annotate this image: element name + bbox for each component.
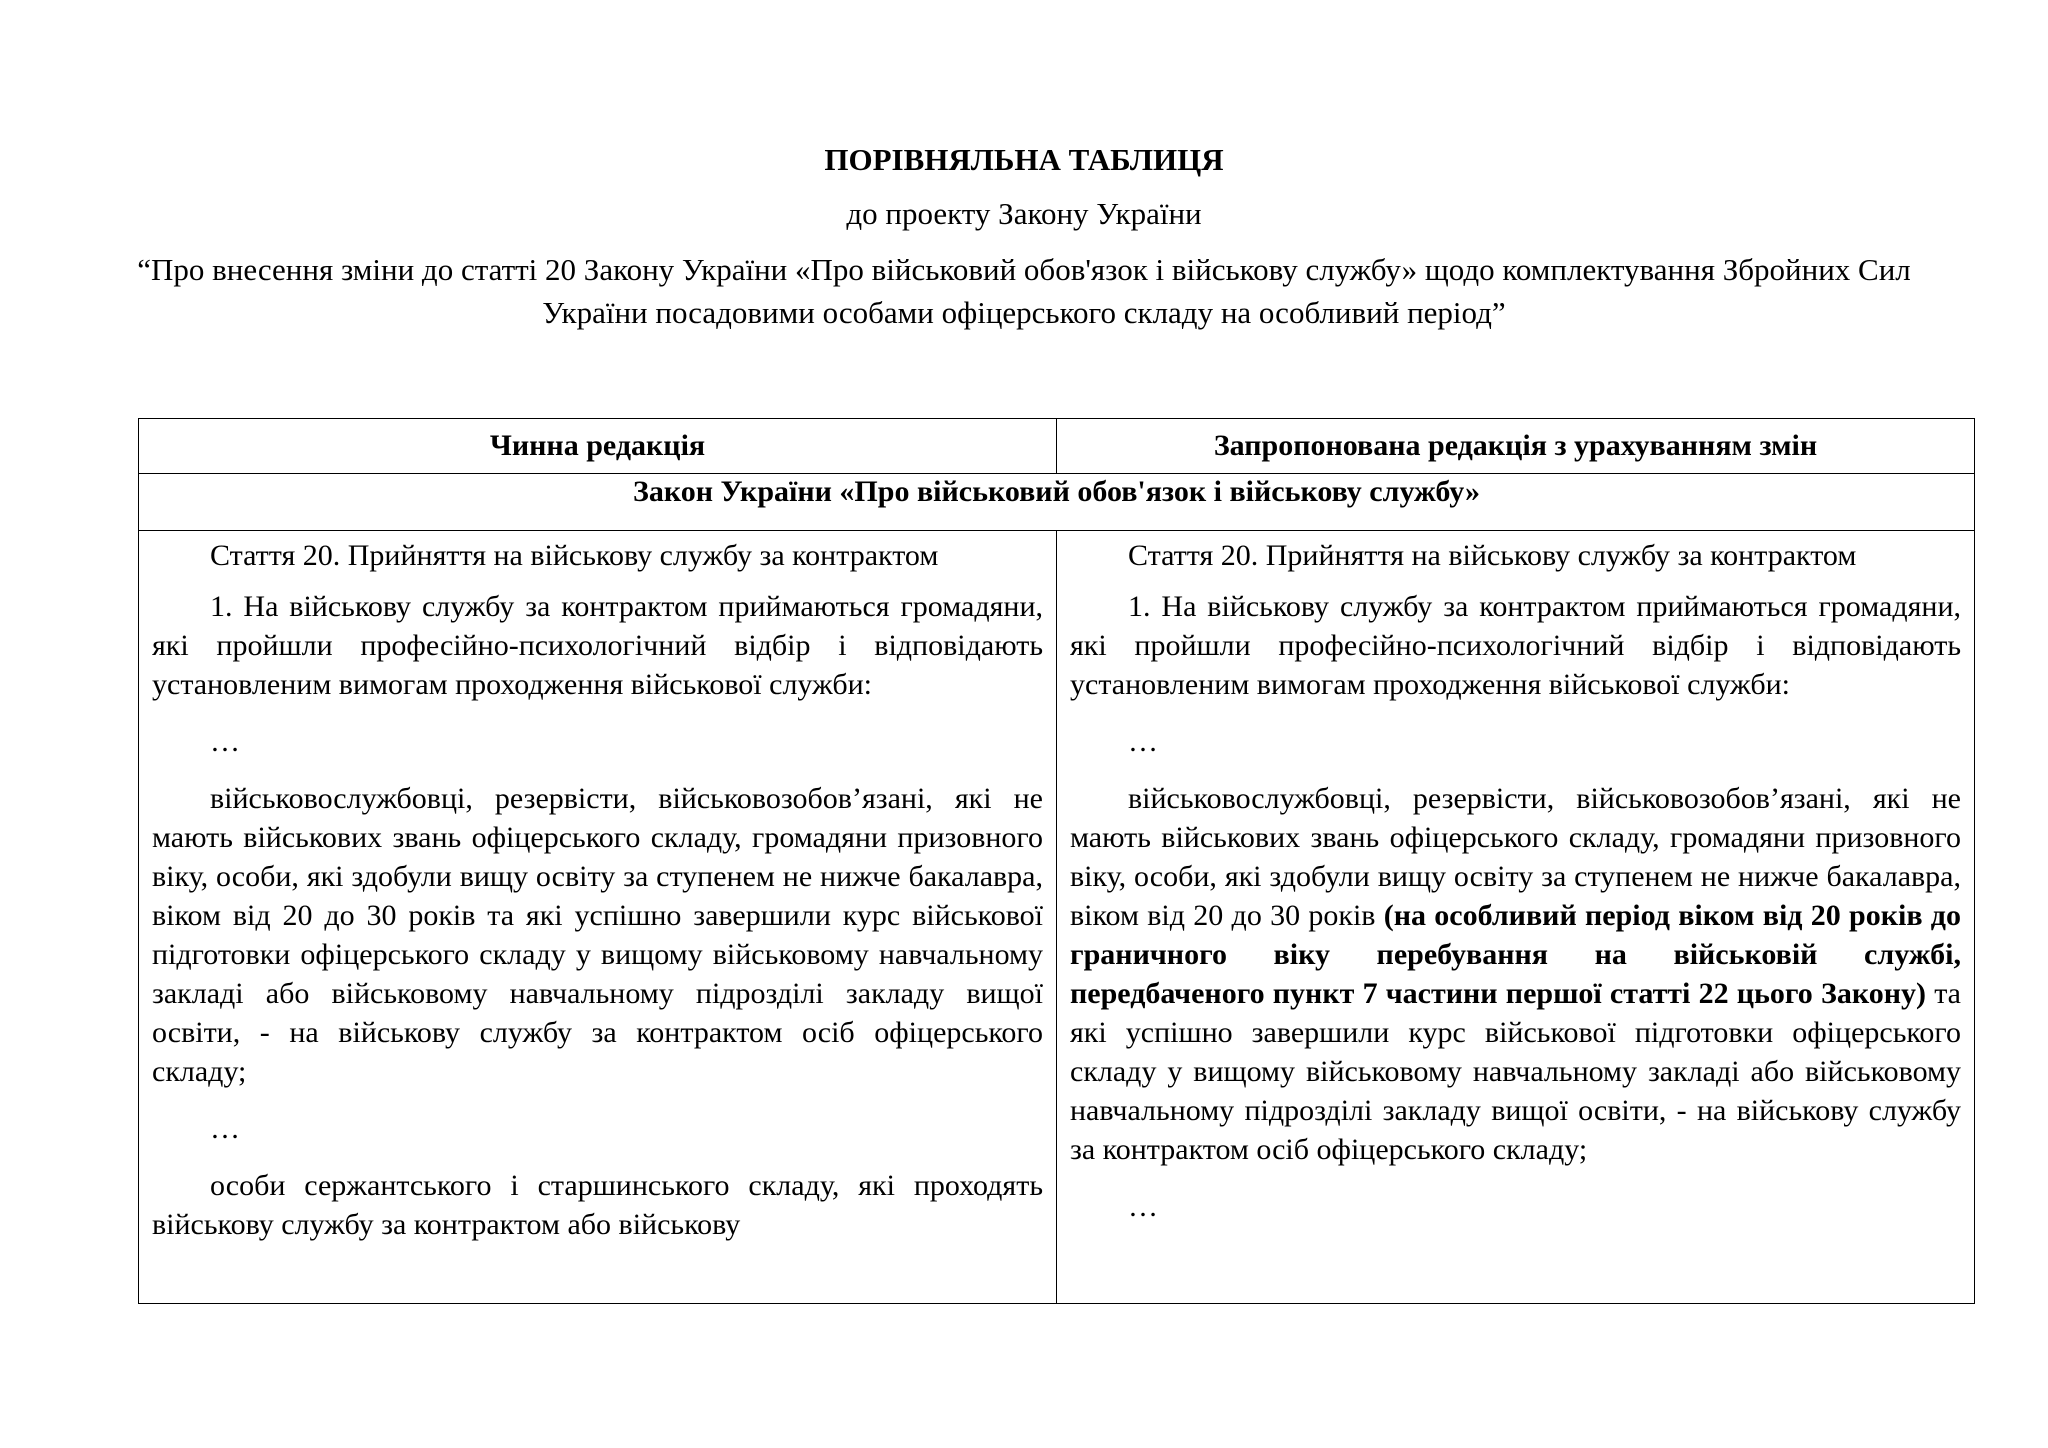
- document-title: ПОРІВНЯЛЬНА ТАБЛИЦЯ: [824, 142, 1224, 177]
- proposed-text-after-change: та які успішно завершили курс військової підготовки офіцерського складу у вищому військовому навчальному закладі або військовому навчальному підрозділі закладу вищої освіти, - на військову службу за контрактом осіб офіцерського складу;: [1070, 977, 1961, 1166]
- table-header-row: [139, 419, 1975, 474]
- proposed-text-before-change: військовослужбовці, резервісти, військовозобов’язані, які не мають військових звань офіцерського складу, громадяни призовного віку, особи, які здобули вищу освіту за ступенем не нижче бакалавра, віком від 20 до 30 років: [1070, 782, 1961, 932]
- document-subtitle: до проекту Закону України: [846, 196, 1202, 231]
- law-title-row: [139, 474, 1975, 531]
- proposed-version-cell: [1057, 531, 1975, 1304]
- current-paragraph-3: особи сержантського і старшинського складу, які проходять військову службу за контрактом або військову: [152, 1169, 1043, 1241]
- proposed-paragraph-1: 1. На військову службу за контрактом приймаються громадяни, які пройшли професійно-психологічний відбір і відповідають установленим вимогам проходження військової служби:: [1070, 590, 1961, 701]
- current-ellipsis-1: …: [210, 725, 240, 758]
- proposed-ellipsis-2: …: [1128, 1190, 1158, 1223]
- law-title: Закон України «Про військовий обов'язок і військову службу»: [139, 474, 1975, 531]
- document-header: [0, 140, 2048, 334]
- current-article-title: Стаття 20. Прийняття на військову службу за контрактом: [210, 539, 939, 572]
- proposed-ellipsis-1: …: [1128, 725, 1158, 758]
- proposed-amendment-bold: (на особливий період віком від 20 років до граничного віку перебування на військовій службі, передбаченого пункт 7 частини першої статті 22 цього Закону): [1070, 899, 1961, 1010]
- content-row: [139, 531, 1975, 1304]
- proposed-paragraph-2: [1070, 779, 1961, 1169]
- current-version-cell: [139, 531, 1057, 1304]
- column-header-proposed: Запропонована редакція з урахуванням змін: [1057, 419, 1975, 474]
- column-header-current: Чинна редакція: [139, 419, 1057, 474]
- comparison-table: [138, 418, 1975, 1304]
- current-paragraph-2: військовослужбовці, резервісти, військовозобов’язані, які не мають військових звань офіцерського складу, громадяни призовного віку, особи, які здобули вищу освіту за ступенем не нижче бакалавра, віком від 20 до 30 років та які успішно завершили курс військової підготовки офіцерського складу у вищому військовому навчальному закладі або військовому навчальному підрозділі закладу вищої освіти, - на військову службу за контрактом осіб офіцерського складу;: [152, 782, 1043, 1088]
- current-ellipsis-2: …: [210, 1112, 240, 1145]
- bill-name: “Про внесення зміни до статті 20 Закону України «Про військовий обов'язок і військову службу» щодо комплектування Збройних Сил України посадовими особами офіцерського складу на особливий період”: [137, 252, 1911, 330]
- current-paragraph-1: 1. На військову службу за контрактом приймаються громадяни, які пройшли професійно-психологічний відбір і відповідають установленим вимогам проходження військової служби:: [152, 590, 1043, 701]
- proposed-article-title: Стаття 20. Прийняття на військову службу за контрактом: [1128, 539, 1857, 572]
